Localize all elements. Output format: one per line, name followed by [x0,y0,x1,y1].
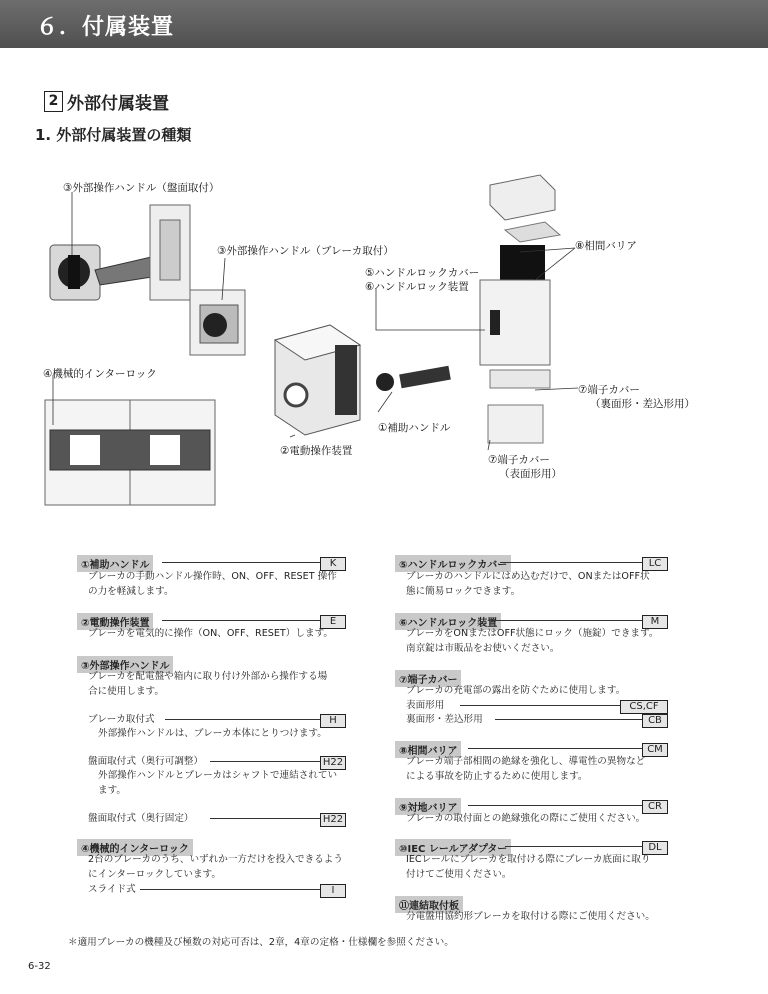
code-badge: CB [642,714,668,728]
item-lock-device-desc-2: 南京錠は市販品をお使いください。 [406,643,560,654]
page-number: 6-32 [28,961,51,972]
code-badge: K [320,557,346,571]
item-phase-barrier-desc-1: ブレーカ端子部相間の絶縁を強化し、導電性の異物など [406,756,646,767]
interlock-breakers-drawing [45,400,215,505]
sub-panel-adj-label: 盤面取付式（奥行可調整） [88,756,204,767]
item-terminal-cover-heading: ⑦端子カバー [395,670,461,687]
footnote: ＊適用ブレーカの機種及び極数の対応可否は、2章，4章の定格・仕様欄を参照ください。 [68,937,454,948]
sub-slide-label: スライド式 [88,884,136,895]
item-phase-barrier-desc-2: による事故を防止するために使用します。 [406,771,588,782]
item-lock-device-desc-1: ブレーカをONまたはOFF状態にロック（施錠）できます。 [406,628,659,639]
callout-terminal-cover-rear-sub: （裏面形・差込形用） [590,398,695,410]
callout-mech-interlock: ④機械的インターロック [43,368,157,380]
item-interlock-desc-2: にインターロックしています。 [88,869,221,880]
code-badge: H [320,714,346,728]
item-aux-handle-desc-1: ブレーカの手動ハンドル操作時、ON、OFF、RESET 操作 [88,571,337,582]
sub-front-label: 表面形用 [406,700,445,711]
callout-breaker-handle: ③外部操作ハンドル（ブレーカ取付） [217,245,394,257]
item-interlock-desc-1: 2台のブレーカのうち、いずれか一方だけを投入できるよう [88,854,343,865]
item-mounting-plate-desc: 分電盤用協約形ブレーカを取付ける際にご使用ください。 [406,911,655,922]
item-iec-rail-desc-2: 付けてご使用ください。 [406,869,512,880]
item-phase-barrier-heading: ⑧相間バリア [395,741,461,758]
accessories-illustration [0,160,768,520]
leader-line [468,805,642,806]
section-number-box: 2 [44,91,63,112]
item-ground-barrier-heading: ⑨対地バリア [395,798,461,815]
callout-terminal-cover-front: ⑦端子カバー [488,454,550,466]
item-iec-rail-heading: ⑩IEC レールアダプター [395,839,511,856]
leader-line [210,761,320,762]
callout-terminal-cover-rear: ⑦端子カバー [578,384,640,396]
callout-handle-lock-cover: ⑤ハンドルロックカバー [365,267,480,279]
leader-line [505,846,642,847]
callout-aux-handle: ①補助ハンドル [378,422,451,434]
item-iec-rail-desc-1: IECレールにブレーカを取付ける際にブレーカ底面に取り [406,854,651,865]
item-lock-device-heading: ⑥ハンドルロック装置 [395,613,501,630]
aux-handle-drawing [376,366,451,391]
subsection-title: 1. 外部付属装置の種類 [35,126,192,144]
item-interlock-heading: ④機械的インターロック [77,839,193,856]
sub-panel-adj-desc-2: ます。 [98,785,127,796]
leader-line [468,748,642,749]
item-lock-cover-desc-2: 態に簡易ロックできます。 [406,586,521,597]
code-badge: I [320,884,346,898]
code-badge: DL [642,841,668,855]
code-badge: H22 [320,756,346,770]
item-terminal-cover-desc: ブレーカの充電部の露出を防ぐために使用します。 [406,685,626,696]
code-badge: E [320,615,346,629]
code-badge: CR [642,800,668,814]
leader-line [162,562,320,563]
breaker-handle-drawing [190,290,245,355]
sub-panel-fixed-label: 盤面取付式（奥行固定） [88,813,194,824]
callout-panel-handle: ③外部操作ハンドル（盤面取付） [63,182,220,194]
sub-rear-label: 裏面形・差込形用 [406,714,483,725]
item-motor-heading: ②電動操作装置 [77,613,153,630]
item-ext-handle-desc-2: 合に使用します。 [88,686,164,697]
item-ext-handle-desc-1: ブレーカを配電盤や箱内に取り付け外部から操作する場 [88,671,328,682]
leader-line [500,562,642,563]
leader-line [495,719,642,720]
leader-line [162,620,320,621]
leader-line [460,705,620,706]
section-title: 外部付属装置 [67,94,169,114]
callout-phase-barrier: ⑧相間バリア [575,240,637,252]
item-lock-cover-desc-1: ブレーカのハンドルにはめ込むだけで、ONまたはOFF状 [406,571,650,582]
leader-line [165,719,320,720]
leader-line [140,889,320,890]
sub-panel-adj-desc-1: 外部操作ハンドルとブレーカはシャフトで連結されてい [98,770,338,781]
item-ext-handle-heading: ③外部操作ハンドル [77,656,173,673]
page-header-title: ６．付属装置 [36,15,175,40]
item-mounting-plate-heading: ⑪連結取付板 [395,896,463,913]
motor-operator-drawing [275,325,360,435]
code-badge: CS,CF [620,700,668,714]
item-aux-handle-desc-2: の力を軽減します。 [88,586,174,597]
leader-line [492,620,642,621]
item-lock-cover-heading: ⑤ハンドルロックカバー [395,555,511,572]
sub-breaker-mount-desc: 外部操作ハンドルは、ブレーカ本体にとりつけます。 [98,728,327,739]
callout-terminal-cover-front-sub: （表面形用） [499,468,562,480]
item-ground-barrier-desc: ブレーカの取付面との絶縁強化の際にご使用ください。 [406,813,646,824]
breaker-exploded-drawing [480,175,560,443]
item-motor-desc-1: ブレーカを電気的に操作（ON、OFF、RESET）します。 [88,628,333,639]
sub-breaker-mount-label: ブレーカ取付式 [88,714,155,725]
item-aux-handle-heading: ①補助ハンドル [77,555,153,572]
code-badge: CM [642,743,668,757]
code-badge: M [642,615,668,629]
code-badge: H22 [320,813,346,827]
leader-line [210,818,320,819]
panel-handle-drawing [50,205,190,300]
callout-handle-lock-device: ⑥ハンドルロック装置 [365,281,469,293]
code-badge: LC [642,557,668,571]
callout-motor-operator: ②電動操作装置 [280,445,353,457]
